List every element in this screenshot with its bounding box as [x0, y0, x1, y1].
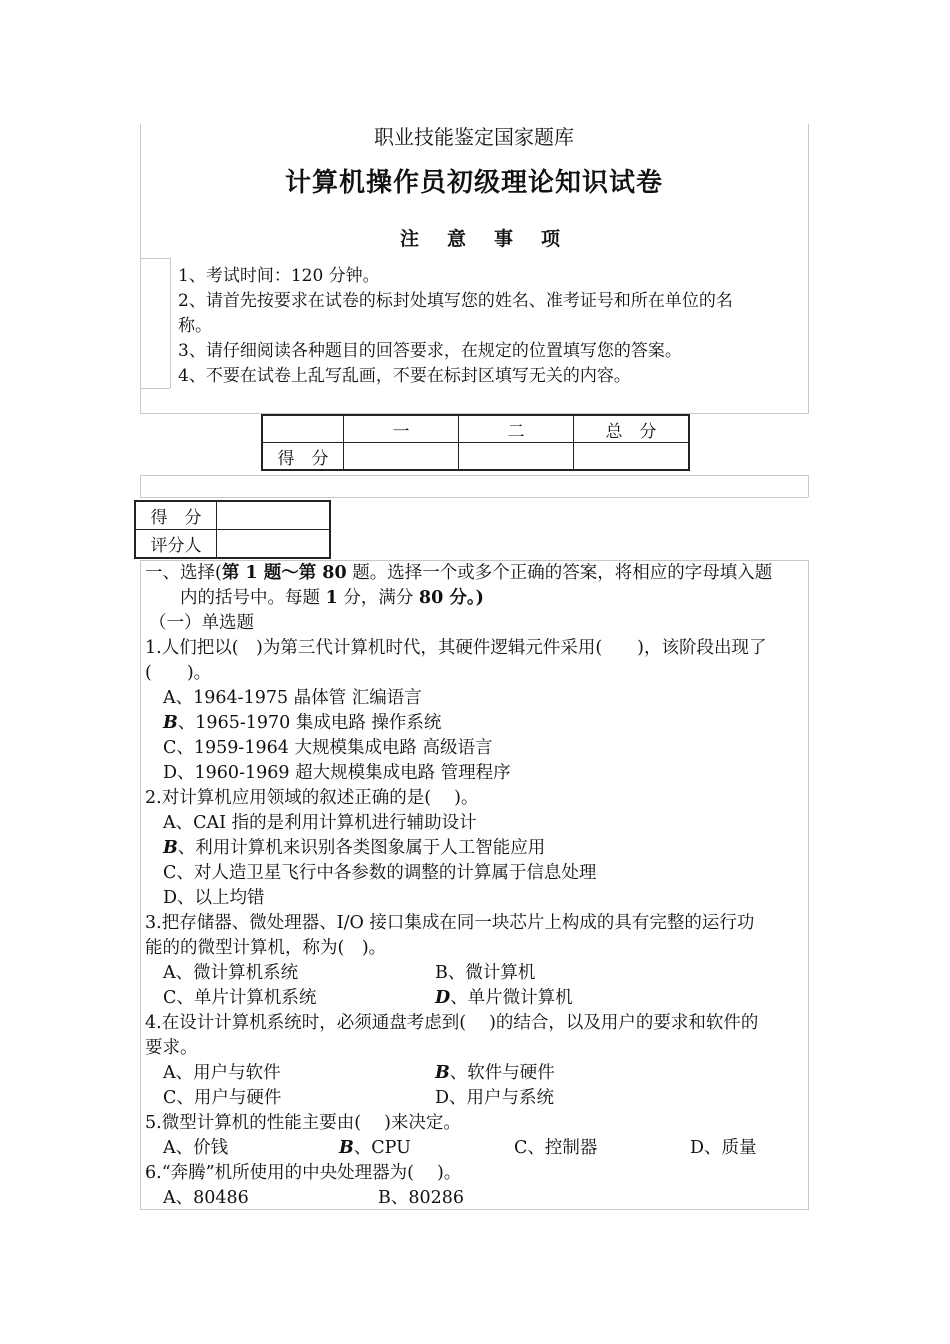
question-1-option-a[interactable]: A、1964-1975 晶体管 汇编语言: [163, 688, 422, 708]
grader-name-cell[interactable]: [217, 530, 331, 559]
question-6-option-a[interactable]: A、80486: [163, 1188, 249, 1208]
question-1-stem-cont: ( )。: [145, 663, 212, 683]
question-2-option-d[interactable]: D、以上均错: [163, 888, 265, 908]
question-1-option-b[interactable]: B、1965-1970 集成电路 操作系统: [163, 713, 442, 733]
notice-heading: 注意事项: [399, 228, 588, 250]
question-5-option-c[interactable]: C、控制器: [514, 1138, 598, 1158]
grader-score-cell[interactable]: [217, 501, 331, 530]
question-4-option-b[interactable]: B、软件与硬件: [435, 1063, 555, 1083]
frame-mid-left-line: [140, 475, 141, 497]
question-2-stem: 2.对计算机应用领域的叙述正确的是( )。: [145, 788, 479, 808]
question-3-stem-cont: 能的的微型计算机，称为( )。: [145, 938, 387, 958]
frame-mid-top-line: [140, 475, 808, 476]
question-4-option-a[interactable]: A、用户与软件: [163, 1063, 281, 1083]
notice-item-2: 2、请首先按要求在试卷的标封处填写您的姓名、准考证号和所在单位的名: [178, 291, 733, 311]
score-cell-total[interactable]: [574, 443, 690, 471]
exam-bank-title: 职业技能鉴定国家题库: [374, 125, 574, 149]
question-3-option-b[interactable]: B、微计算机: [435, 963, 536, 983]
frame-mid-bottom-line: [140, 497, 808, 498]
question-4-option-d[interactable]: D、用户与系统: [435, 1088, 555, 1108]
question-3-option-d[interactable]: D、单片微计算机: [435, 988, 573, 1008]
frame-mid-right-line: [808, 475, 809, 497]
score-cell-2[interactable]: [459, 443, 574, 471]
question-2-option-a[interactable]: A、CAI 指的是利用计算机进行辅助设计: [163, 813, 477, 833]
score-table-row-label: 得 分: [262, 443, 344, 471]
question-5-stem: 5.微型计算机的性能主要由( )来决定。: [145, 1113, 461, 1133]
question-5-option-d[interactable]: D、质量: [690, 1138, 757, 1158]
question-3-option-a[interactable]: A、微计算机系统: [163, 963, 299, 983]
question-5-option-b[interactable]: B、CPU: [339, 1138, 411, 1158]
question-4-stem-cont: 要求。: [145, 1038, 198, 1058]
score-table-header-total: 总 分: [574, 415, 690, 443]
score-cell-1[interactable]: [344, 443, 459, 471]
frame-notch-line: [140, 258, 170, 259]
grader-name-label: 评分人: [135, 530, 217, 559]
grader-score-label: 得 分: [135, 501, 217, 530]
score-table-corner: [262, 415, 344, 443]
frame-inner-left-line: [170, 258, 171, 388]
frame-notch-line-bottom: [140, 388, 170, 389]
question-1-stem: 1.人们把以( )为第三代计算机时代，其硬件逻辑元件采用( )，该阶段出现了: [145, 638, 767, 658]
question-2-option-c[interactable]: C、对人造卫星飞行中各参数的调整的计算属于信息处理: [163, 863, 597, 883]
question-2-option-b[interactable]: B、利用计算机来识别各类图象属于人工智能应用: [163, 838, 546, 858]
question-3-stem: 3.把存储器、微处理器、I/O 接口集成在同一块芯片上构成的具有完整的运行功: [145, 913, 755, 933]
question-6-stem: 6.“奔腾”机所使用的中央处理器为( )。: [145, 1163, 462, 1183]
section-instructions-line2: 内的括号中。每题 1 分，满分 80 分。): [180, 588, 484, 608]
question-3-option-c[interactable]: C、单片计算机系统: [163, 988, 317, 1008]
section-instructions-line1: 一、选择(第 1 题～第 80 题。选择一个或多个正确的答案，将相应的字母填入题: [145, 563, 773, 583]
subsection-title: （一）单选题: [149, 613, 254, 633]
total-score-table: [261, 414, 690, 471]
question-6-option-b[interactable]: B、80286: [378, 1188, 465, 1208]
question-5-option-a[interactable]: A、价钱: [163, 1138, 229, 1158]
score-table-header-1: 一: [344, 415, 459, 443]
notice-item-2-cont: 称。: [178, 316, 212, 336]
notice-item-3: 3、请仔细阅读各种题目的回答要求，在规定的位置填写您的答案。: [178, 341, 682, 361]
notice-item-1: 1、考试时间：120 分钟。: [178, 266, 380, 286]
frame-body-right-line: [808, 560, 809, 1210]
frame-body-left-line: [140, 560, 141, 1210]
question-4-stem: 4.在设计计算机系统时，必须通盘考虑到( )的结合，以及用户的要求和软件的: [145, 1013, 759, 1033]
question-1-option-d[interactable]: D、1960-1969 超大规模集成电路 管理程序: [163, 763, 511, 783]
score-table-header-2: 二: [459, 415, 574, 443]
notice-item-4: 4、不要在试卷上乱写乱画，不要在标封区填写无关的内容。: [178, 366, 631, 386]
question-4-option-c[interactable]: C、用户与硬件: [163, 1088, 282, 1108]
question-1-option-c[interactable]: C、1959-1964 大规模集成电路 高级语言: [163, 738, 493, 758]
grader-box: [134, 500, 331, 559]
exam-paper-title: 计算机操作员初级理论知识试卷: [284, 168, 663, 198]
frame-right-line-top: [808, 124, 809, 414]
